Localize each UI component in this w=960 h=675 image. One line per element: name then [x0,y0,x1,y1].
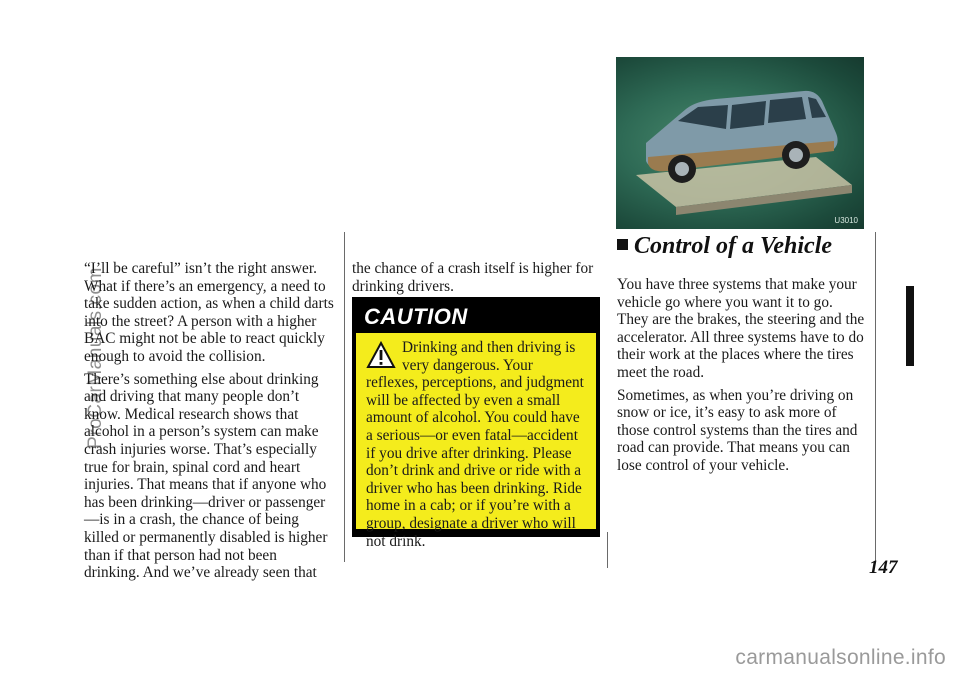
page-number: 147 [869,557,898,578]
section-heading [617,232,877,260]
warning-triangle-icon [366,341,396,369]
text-column-3 [617,264,867,480]
caution-box [352,297,600,550]
paragraph: the chance of a crash itself is higher for drinking drivers. [352,260,594,295]
caution-body [356,333,596,550]
paragraph: Sometimes, as when you’re driving on snow or ice, it’s easy to ask more of those control systems than the tires and road can provide. That means you can lose control of your vehicle. [617,386,858,474]
column-divider-3 [875,232,876,562]
photo-code: U3010 [834,216,858,225]
bottom-watermark: carmanualsonline.info [735,646,946,669]
paragraph: There’s something else about drinking and driving that many people don’t know. Medical research shows that alcohol in a person’s system can make crash injuries worse. That’s especially true for brain, spinal cord and heart injuries. That means that if anyone who has been drinking—driver or passenger—is in a crash, the chance of being killed or permanently disabled is higher than if that person had not been drinking. And we’ve already seen that [84,370,328,582]
column-divider-1 [344,232,345,562]
section-heading-text: Control of a Vehicle [634,233,833,259]
minivan-illustration [616,57,864,229]
paragraph: You have three systems that make your vehicle go where you want it to go. They are the brakes, the steering and the accelerator. All three systems have to do their work at the places where the tires meet the road. [617,276,865,381]
vehicle-photo [616,57,864,229]
paragraph: “I’ll be careful” isn’t the right answer. What if there’s an emergency, a need to take sudden action, as when a child darts into the street? A person with a higher BAC might not be able to react quickly enough to avoid the collision. [84,260,334,365]
section-tab-marker [906,286,914,366]
text-column-2 [352,260,600,300]
square-bullet-icon [617,239,628,250]
column-divider-2 [607,532,608,568]
text-column-1 [84,260,334,587]
caution-text: Drinking and then driving is very dangerous. Your reflexes, perceptions, and judgment will be affected by even a small amount of alcohol. You could have a serious—or even fatal—accident if you drive after drinking. Please don’t drink and drive or ride with a driver who has been drinking. Ride home in a cab; or if you’re with a group, designate a driver who will not drink. [366,339,584,550]
caution-title: CAUTION [364,304,468,329]
side-watermark-text: ProCarManuals.com [85,267,107,449]
